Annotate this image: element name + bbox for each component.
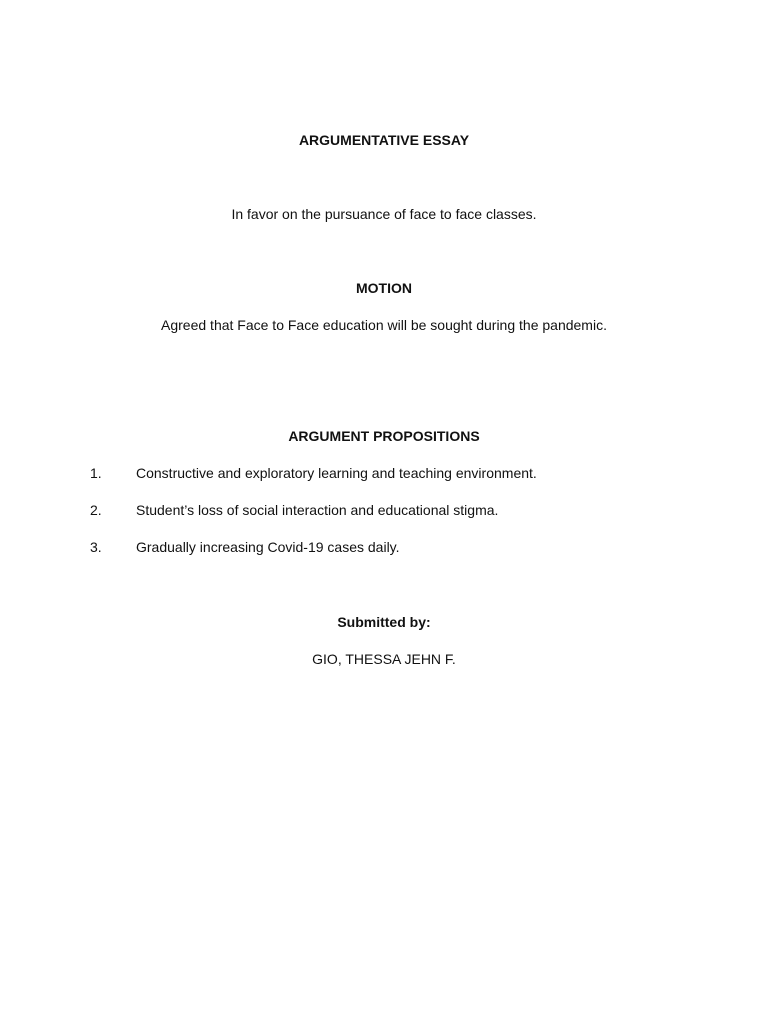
motion-text: Agreed that Face to Face education will be sought during the pandemic.: [161, 317, 607, 333]
submitted-by-label: Submitted by:: [337, 614, 431, 630]
proposition-item: [0, 501, 768, 519]
proposition-number: 2.: [90, 502, 102, 518]
proposition-text: Student’s loss of social interaction and educational stigma.: [136, 502, 499, 518]
proposition-text: Gradually increasing Covid-19 cases daily.: [136, 539, 400, 555]
proposition-number: 1.: [90, 465, 102, 481]
author-name: GIO, THESSA JEHN F.: [312, 651, 456, 667]
propositions-heading: ARGUMENT PROPOSITIONS: [288, 428, 480, 444]
proposition-item: [0, 538, 768, 556]
proposition-number: 3.: [90, 539, 102, 555]
motion-heading: MOTION: [356, 280, 412, 296]
document-subtitle: In favor on the pursuance of face to face classes.: [231, 206, 537, 222]
proposition-item: [0, 464, 768, 482]
proposition-text: Constructive and exploratory learning and teaching environment.: [136, 465, 537, 481]
document-title: ARGUMENTATIVE ESSAY: [298, 132, 470, 148]
